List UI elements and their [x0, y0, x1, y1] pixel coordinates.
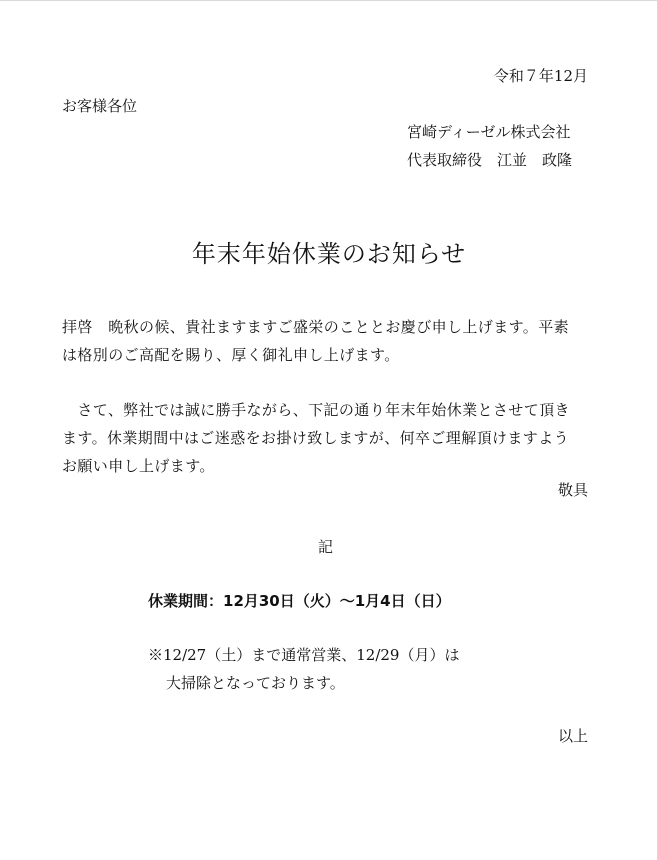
- page-title: 年末年始休業のお知らせ: [191, 240, 467, 268]
- holiday-period: 休業期間：12月30日（火）～1月4日（日）: [148, 592, 451, 610]
- greeting-line-2: は格別のご高配を賜り、厚く御礼申し上げます。: [62, 346, 400, 364]
- closing-keigu: 敬具: [557, 481, 588, 499]
- notice-line-3: お願い申し上げます。: [62, 457, 215, 475]
- notice-line-1: さて、弊社では誠に勝手ながら、下記の通り年末年始休業とさせて頂き: [62, 401, 570, 419]
- greeting-line-1: 拝啓 晩秋の候、貴社ますますご盛栄のこととお慶び申し上げます。平素: [62, 318, 570, 336]
- document-date: 令和７年12月: [493, 67, 588, 85]
- greeting-paragraph: [62, 313, 592, 369]
- business-note-line-2: 大掃除となっております。: [166, 674, 345, 692]
- company-name: 宮崎ディーゼル株式会社: [407, 123, 571, 141]
- recipient-line: お客様各位: [62, 97, 138, 115]
- representative-name: 代表取締役 江並 政隆: [407, 151, 573, 169]
- end-ijo: 以上: [557, 727, 588, 745]
- notice-line-2: ます。休業期間中はご迷惑をお掛け致しますが、何卒ご理解頂けますよう: [62, 429, 570, 447]
- notice-paragraph: [62, 396, 592, 480]
- business-note-line-1: ※12/27（土）まで通常営業、12/29（月）は: [148, 646, 460, 664]
- ki-marker: 記: [318, 538, 334, 556]
- page-border-top: [0, 0, 658, 1]
